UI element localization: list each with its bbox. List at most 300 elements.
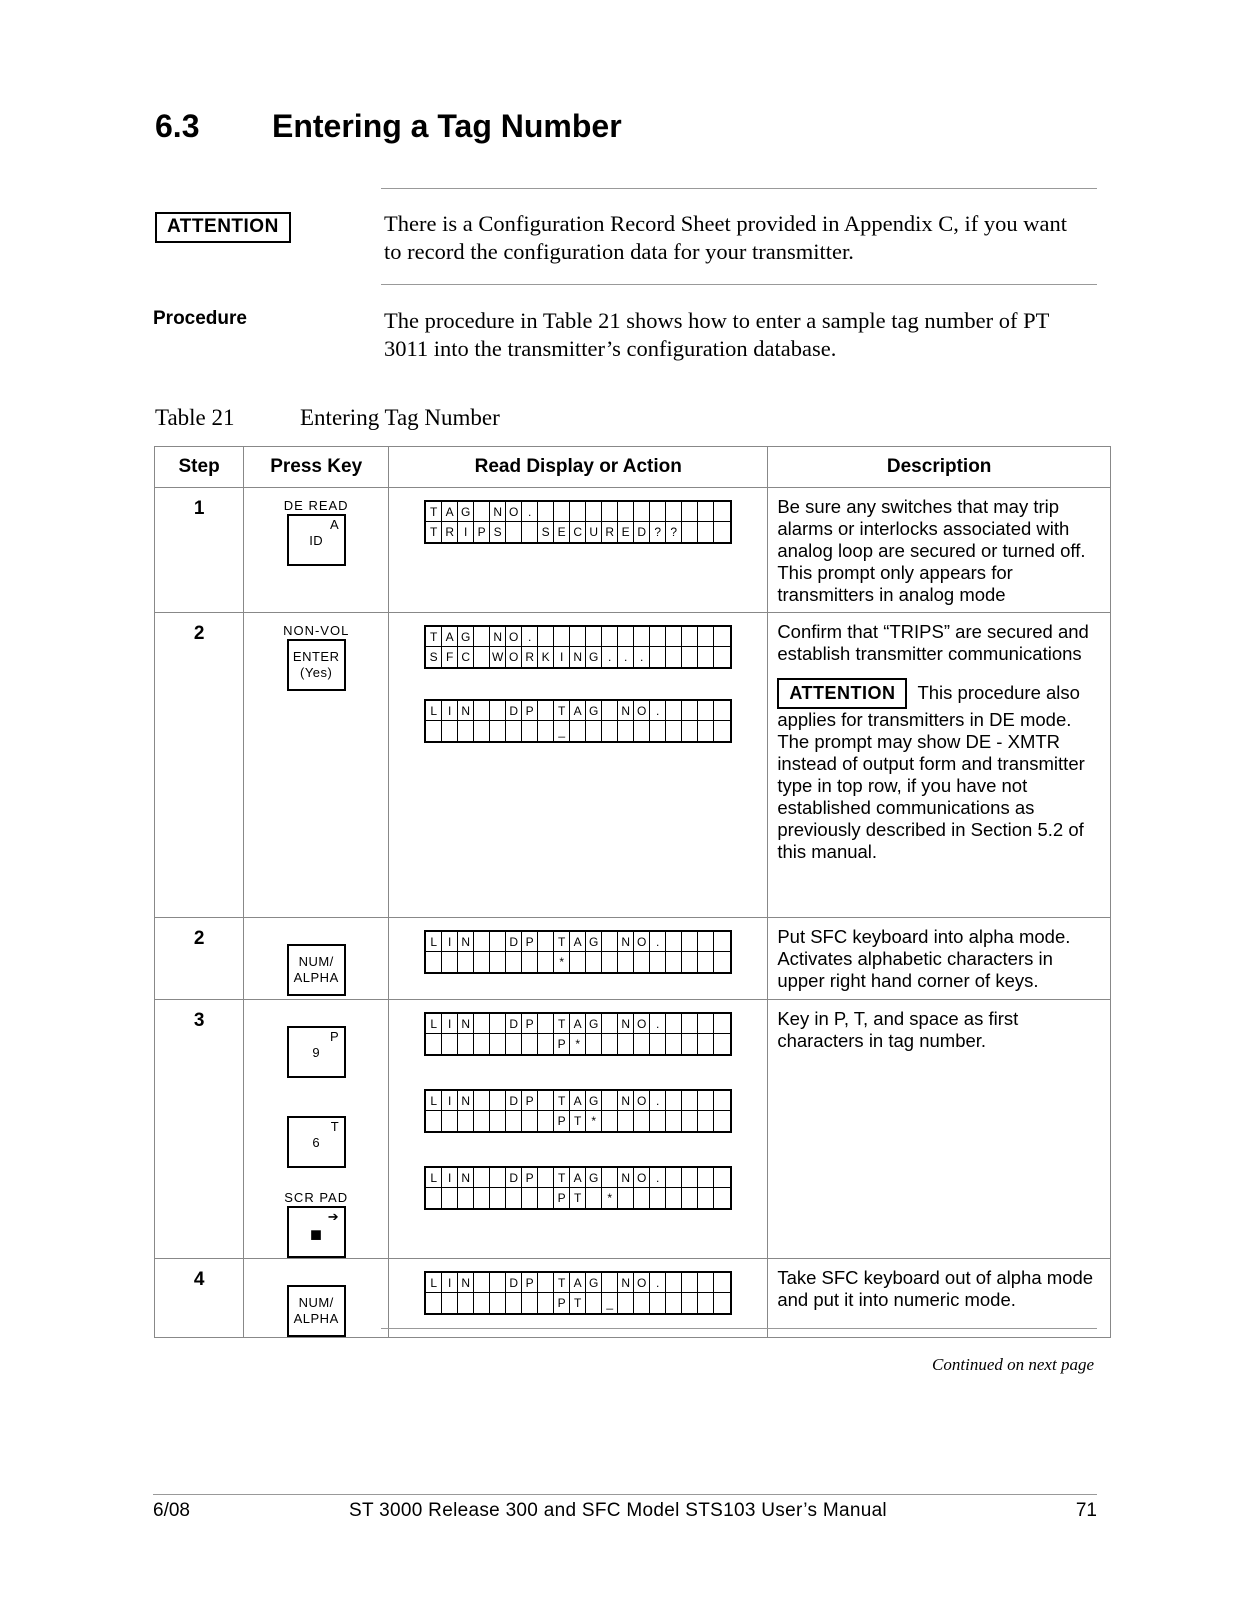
lcd-char xyxy=(474,1014,490,1034)
lcd-char xyxy=(698,1091,714,1111)
lcd-char xyxy=(714,522,730,542)
lcd-char xyxy=(666,1034,682,1054)
lcd-char xyxy=(634,502,650,522)
lcd-char: P xyxy=(554,1188,570,1208)
lcd-char xyxy=(586,1188,602,1208)
header-display: Read Display or Action xyxy=(389,447,768,488)
lcd-char: P xyxy=(474,522,490,542)
lcd-char: N xyxy=(490,627,506,647)
display-cell xyxy=(389,488,768,613)
display-cell xyxy=(389,1000,768,1259)
lcd-char xyxy=(538,1293,554,1313)
lcd-char xyxy=(666,1111,682,1131)
lcd-char xyxy=(682,932,698,952)
lcd-char: L xyxy=(426,701,442,721)
lcd-char: * xyxy=(554,952,570,972)
lcd-char: A xyxy=(442,502,458,522)
lcd-char xyxy=(506,1034,522,1054)
lcd-char xyxy=(714,952,730,972)
step-number: 3 xyxy=(155,1000,244,1259)
lcd-char: L xyxy=(426,1014,442,1034)
lcd-char xyxy=(490,932,506,952)
lcd-char: I xyxy=(442,701,458,721)
lcd-char xyxy=(506,1188,522,1208)
lcd-char: O xyxy=(634,932,650,952)
lcd-char xyxy=(714,1111,730,1131)
key-main-label: ENTER (Yes) xyxy=(292,649,340,680)
key-corner-label: P xyxy=(330,1029,339,1044)
lcd-char xyxy=(506,1111,522,1131)
lcd-char xyxy=(458,1293,474,1313)
lcd-char xyxy=(474,1188,490,1208)
lcd-char xyxy=(650,1111,666,1131)
description-cell xyxy=(768,918,1111,1000)
table-header-row xyxy=(155,447,1111,488)
key-main-label: 6 xyxy=(312,1135,321,1150)
lcd-char: * xyxy=(570,1034,586,1054)
lcd-char xyxy=(714,1014,730,1034)
lcd-char: O xyxy=(506,627,522,647)
lcd-char xyxy=(618,1188,634,1208)
table-title: Entering Tag Number xyxy=(300,405,500,430)
lcd-char xyxy=(570,952,586,972)
lcd-display xyxy=(424,625,732,669)
step-number: 4 xyxy=(155,1259,244,1338)
key-legend: NON-VOL xyxy=(283,623,350,638)
lcd-char: I xyxy=(554,647,570,667)
lcd-char: D xyxy=(634,522,650,542)
lcd-char: * xyxy=(602,1188,618,1208)
lcd-char xyxy=(634,1111,650,1131)
lcd-char xyxy=(586,502,602,522)
lcd-char: N xyxy=(458,1014,474,1034)
lcd-char xyxy=(666,1168,682,1188)
lcd-char: T xyxy=(554,932,570,952)
lcd-display xyxy=(424,1089,732,1133)
lcd-char xyxy=(634,721,650,741)
lcd-char xyxy=(474,701,490,721)
lcd-char: O xyxy=(506,502,522,522)
lcd-char: T xyxy=(554,701,570,721)
lcd-char: . xyxy=(602,647,618,667)
lcd-char xyxy=(714,502,730,522)
lcd-char xyxy=(714,1091,730,1111)
lcd-char: N xyxy=(490,502,506,522)
lcd-char xyxy=(618,952,634,972)
lcd-char xyxy=(682,952,698,972)
lcd-char xyxy=(682,1273,698,1293)
table-row xyxy=(155,488,1111,613)
lcd-char xyxy=(490,721,506,741)
lcd-char xyxy=(650,627,666,647)
lcd-char: I xyxy=(442,1014,458,1034)
lcd-char xyxy=(490,1111,506,1131)
keypad-key xyxy=(287,1116,346,1168)
lcd-char xyxy=(698,721,714,741)
lcd-char xyxy=(714,627,730,647)
lcd-char xyxy=(650,721,666,741)
section-title: Entering a Tag Number xyxy=(272,108,622,144)
press-key-cell xyxy=(244,488,389,613)
lcd-char xyxy=(554,627,570,647)
lcd-char: R xyxy=(522,647,538,667)
press-key-cell xyxy=(244,1000,389,1259)
lcd-char xyxy=(602,1034,618,1054)
lcd-char: . xyxy=(618,647,634,667)
lcd-char xyxy=(698,701,714,721)
lcd-char xyxy=(698,1273,714,1293)
lcd-char: ? xyxy=(666,522,682,542)
lcd-char xyxy=(538,1091,554,1111)
lcd-char: T xyxy=(570,1293,586,1313)
key-corner-label: A xyxy=(330,517,339,532)
lcd-char xyxy=(426,1111,442,1131)
lcd-char: K xyxy=(538,647,554,667)
keypad-key xyxy=(287,944,346,996)
table-row xyxy=(155,1259,1111,1338)
lcd-char xyxy=(650,1188,666,1208)
header-step: Step xyxy=(155,447,244,488)
lcd-char xyxy=(538,1168,554,1188)
lcd-char: O xyxy=(634,1168,650,1188)
key-main-label: ■ xyxy=(309,1224,323,1246)
lcd-char xyxy=(570,627,586,647)
lcd-char: D xyxy=(506,1273,522,1293)
keypad-key xyxy=(287,1026,346,1078)
lcd-char xyxy=(618,1293,634,1313)
lcd-char: G xyxy=(586,1014,602,1034)
lcd-char xyxy=(650,502,666,522)
lcd-char xyxy=(490,1273,506,1293)
lcd-char xyxy=(506,952,522,972)
lcd-char xyxy=(602,952,618,972)
section-number: 6.3 xyxy=(155,108,200,144)
lcd-char: I xyxy=(442,932,458,952)
step-number: 2 xyxy=(155,918,244,1000)
lcd-char: T xyxy=(426,522,442,542)
lcd-char: P xyxy=(554,1111,570,1131)
lcd-char xyxy=(682,1293,698,1313)
lcd-char xyxy=(474,1273,490,1293)
lcd-char: N xyxy=(618,1273,634,1293)
press-key-cell xyxy=(244,918,389,1000)
lcd-char xyxy=(602,502,618,522)
lcd-char xyxy=(698,932,714,952)
procedure-label: Procedure xyxy=(153,308,247,329)
lcd-display xyxy=(424,930,732,974)
step-number: 1 xyxy=(155,488,244,613)
table-row xyxy=(155,918,1111,1000)
lcd-char xyxy=(666,1188,682,1208)
lcd-char xyxy=(698,522,714,542)
lcd-char: G xyxy=(458,502,474,522)
lcd-char xyxy=(458,952,474,972)
lcd-char xyxy=(618,627,634,647)
lcd-char: . xyxy=(650,701,666,721)
lcd-char xyxy=(666,721,682,741)
lcd-char xyxy=(618,502,634,522)
lcd-char: . xyxy=(650,1091,666,1111)
lcd-char xyxy=(426,952,442,972)
table-number: Table 21 xyxy=(155,405,235,430)
lcd-char xyxy=(474,1091,490,1111)
lcd-display xyxy=(424,1166,732,1210)
lcd-char xyxy=(522,522,538,542)
lcd-char xyxy=(474,647,490,667)
procedure-text: The procedure in Table 21 shows how to enter a sample tag number of PT 3011 into the transmitter’s configuration database. xyxy=(384,308,1049,361)
lcd-char: P xyxy=(522,1091,538,1111)
lcd-char xyxy=(522,952,538,972)
lcd-char xyxy=(506,721,522,741)
lcd-char xyxy=(650,1034,666,1054)
lcd-char xyxy=(714,932,730,952)
lcd-char xyxy=(538,1111,554,1131)
lcd-char: . xyxy=(650,1014,666,1034)
lcd-char xyxy=(698,1188,714,1208)
lcd-char xyxy=(586,1034,602,1054)
lcd-char xyxy=(490,1091,506,1111)
lcd-char xyxy=(474,1034,490,1054)
table-row xyxy=(155,613,1111,918)
lcd-char: A xyxy=(570,1273,586,1293)
lcd-char: P xyxy=(522,1014,538,1034)
lcd-char xyxy=(538,952,554,972)
lcd-display xyxy=(424,1271,732,1315)
lcd-char: T xyxy=(570,1111,586,1131)
lcd-char xyxy=(538,1188,554,1208)
lcd-char xyxy=(522,1111,538,1131)
lcd-char xyxy=(682,1188,698,1208)
lcd-display xyxy=(424,699,732,743)
lcd-char xyxy=(458,1111,474,1131)
lcd-char xyxy=(442,1188,458,1208)
lcd-char xyxy=(474,1168,490,1188)
lcd-char xyxy=(650,647,666,667)
lcd-char: T xyxy=(554,1014,570,1034)
lcd-char xyxy=(554,502,570,522)
lcd-char xyxy=(634,627,650,647)
lcd-char: D xyxy=(506,1014,522,1034)
lcd-char xyxy=(618,721,634,741)
lcd-char xyxy=(714,647,730,667)
lcd-char: . xyxy=(650,1273,666,1293)
lcd-char: U xyxy=(586,522,602,542)
lcd-char: A xyxy=(570,1168,586,1188)
lcd-char: I xyxy=(458,522,474,542)
lcd-char xyxy=(442,1293,458,1313)
lcd-char: W xyxy=(490,647,506,667)
lcd-char xyxy=(650,1293,666,1313)
key-main-label: ID xyxy=(309,533,324,548)
lcd-char xyxy=(618,1111,634,1131)
lcd-char xyxy=(538,721,554,741)
lcd-char: L xyxy=(426,1091,442,1111)
lcd-char xyxy=(474,502,490,522)
lcd-char: . xyxy=(634,647,650,667)
lcd-char xyxy=(602,721,618,741)
lcd-char xyxy=(538,627,554,647)
display-cell xyxy=(389,1259,768,1338)
lcd-char xyxy=(474,1293,490,1313)
lcd-char: _ xyxy=(554,721,570,741)
divider xyxy=(381,188,1097,189)
lcd-char xyxy=(474,627,490,647)
lcd-char xyxy=(586,721,602,741)
lcd-char: . xyxy=(650,932,666,952)
lcd-char: D xyxy=(506,1168,522,1188)
lcd-char: G xyxy=(586,647,602,667)
lcd-char: S xyxy=(490,522,506,542)
lcd-char: C xyxy=(570,522,586,542)
lcd-char xyxy=(682,701,698,721)
lcd-char xyxy=(698,1168,714,1188)
lcd-char xyxy=(490,1034,506,1054)
header-description: Description xyxy=(768,447,1111,488)
lcd-char xyxy=(682,502,698,522)
lcd-char: P xyxy=(522,1273,538,1293)
lcd-char xyxy=(426,1293,442,1313)
lcd-char xyxy=(442,721,458,741)
lcd-char: N xyxy=(618,1168,634,1188)
key-main-label: NUM/ ALPHA xyxy=(293,954,339,985)
lcd-display xyxy=(424,500,732,544)
lcd-char: P xyxy=(522,1168,538,1188)
lcd-char xyxy=(602,1168,618,1188)
lcd-char: O xyxy=(634,1014,650,1034)
lcd-char: N xyxy=(618,701,634,721)
lcd-char: N xyxy=(458,1091,474,1111)
lcd-char xyxy=(714,1188,730,1208)
lcd-char: A xyxy=(570,932,586,952)
lcd-char xyxy=(666,627,682,647)
description-cell xyxy=(768,1259,1111,1338)
lcd-char: G xyxy=(586,1168,602,1188)
press-key-cell xyxy=(244,613,389,918)
lcd-char xyxy=(698,952,714,972)
lcd-char: E xyxy=(618,522,634,542)
lcd-char xyxy=(682,721,698,741)
lcd-char xyxy=(538,502,554,522)
lcd-char xyxy=(698,502,714,522)
lcd-char: . xyxy=(650,1168,666,1188)
keypad-key xyxy=(287,639,346,691)
lcd-char: L xyxy=(426,1168,442,1188)
lcd-char: _ xyxy=(602,1293,618,1313)
lcd-char xyxy=(538,1034,554,1054)
lcd-char xyxy=(586,627,602,647)
lcd-char xyxy=(666,932,682,952)
key-main-label: 9 xyxy=(312,1045,321,1060)
lcd-char xyxy=(474,952,490,972)
lcd-char xyxy=(682,647,698,667)
lcd-char: I xyxy=(442,1273,458,1293)
lcd-char xyxy=(474,932,490,952)
lcd-char: O xyxy=(634,701,650,721)
lcd-char: N xyxy=(618,932,634,952)
lcd-char: P xyxy=(522,701,538,721)
lcd-char: L xyxy=(426,1273,442,1293)
lcd-char xyxy=(458,1034,474,1054)
lcd-char xyxy=(490,701,506,721)
description-text: Be sure any switches that may trip alarms or interlocks associated with analog loop are secured or turned off. This prompt only appears for transmitters in analog mode xyxy=(777,496,1086,605)
lcd-char xyxy=(714,721,730,741)
lcd-char xyxy=(666,1014,682,1034)
lcd-char xyxy=(682,1034,698,1054)
lcd-char: A xyxy=(570,701,586,721)
section-heading xyxy=(155,108,622,145)
key-corner-label: T xyxy=(330,1119,339,1134)
lcd-char xyxy=(522,1188,538,1208)
lcd-char: P xyxy=(554,1034,570,1054)
lcd-char xyxy=(698,1034,714,1054)
lcd-char: F xyxy=(442,647,458,667)
attention-badge: ATTENTION xyxy=(777,678,907,709)
lcd-char xyxy=(538,1014,554,1034)
lcd-char xyxy=(666,952,682,972)
lcd-char: L xyxy=(426,932,442,952)
lcd-char: . xyxy=(522,627,538,647)
lcd-char xyxy=(602,627,618,647)
lcd-char: T xyxy=(554,1091,570,1111)
lcd-char: S xyxy=(538,522,554,542)
description-cell xyxy=(768,1000,1111,1259)
lcd-char: N xyxy=(458,932,474,952)
lcd-char xyxy=(490,952,506,972)
lcd-char xyxy=(666,647,682,667)
lcd-char xyxy=(714,1168,730,1188)
attention-badge: ATTENTION xyxy=(155,212,291,243)
lcd-char: G xyxy=(586,932,602,952)
lcd-char xyxy=(714,1293,730,1313)
lcd-char: T xyxy=(554,1168,570,1188)
lcd-char xyxy=(698,627,714,647)
lcd-char: O xyxy=(634,1273,650,1293)
lcd-char xyxy=(442,952,458,972)
lcd-char xyxy=(506,522,522,542)
lcd-char xyxy=(698,647,714,667)
lcd-char: N xyxy=(458,1273,474,1293)
lcd-char: ? xyxy=(650,522,666,542)
lcd-char xyxy=(602,1014,618,1034)
lcd-char: N xyxy=(458,701,474,721)
lcd-char: T xyxy=(426,502,442,522)
footer-page-number: 71 xyxy=(1075,1500,1097,1521)
lcd-char xyxy=(682,1091,698,1111)
lcd-char xyxy=(490,1188,506,1208)
lcd-char xyxy=(634,1034,650,1054)
attention-note-text: This procedure also applies for transmitters in DE mode. The prompt may show DE - XMTR instead of output form and transmitter type in top row, if you have not established communications as previously described in Section 5.2 of this manual. xyxy=(777,682,1085,862)
lcd-display xyxy=(424,1012,732,1056)
lcd-char xyxy=(458,1188,474,1208)
divider xyxy=(381,284,1097,285)
lcd-char xyxy=(602,932,618,952)
footer-title: ST 3000 Release 300 and SFC Model STS103 User’s Manual xyxy=(349,1500,887,1521)
description-cell xyxy=(768,613,1111,918)
lcd-char xyxy=(682,1168,698,1188)
display-cell xyxy=(389,613,768,918)
lcd-char xyxy=(442,1034,458,1054)
lcd-char: R xyxy=(442,522,458,542)
lcd-char: * xyxy=(586,1111,602,1131)
lcd-char: A xyxy=(442,627,458,647)
header-press-key: Press Key xyxy=(244,447,389,488)
lcd-char: N xyxy=(570,647,586,667)
description-text: Put SFC keyboard into alpha mode. Activates alphabetic characters in upper right hand corner of keys. xyxy=(777,926,1071,991)
lcd-char xyxy=(602,701,618,721)
display-cell xyxy=(389,918,768,1000)
lcd-char xyxy=(634,1293,650,1313)
lcd-char xyxy=(634,1188,650,1208)
